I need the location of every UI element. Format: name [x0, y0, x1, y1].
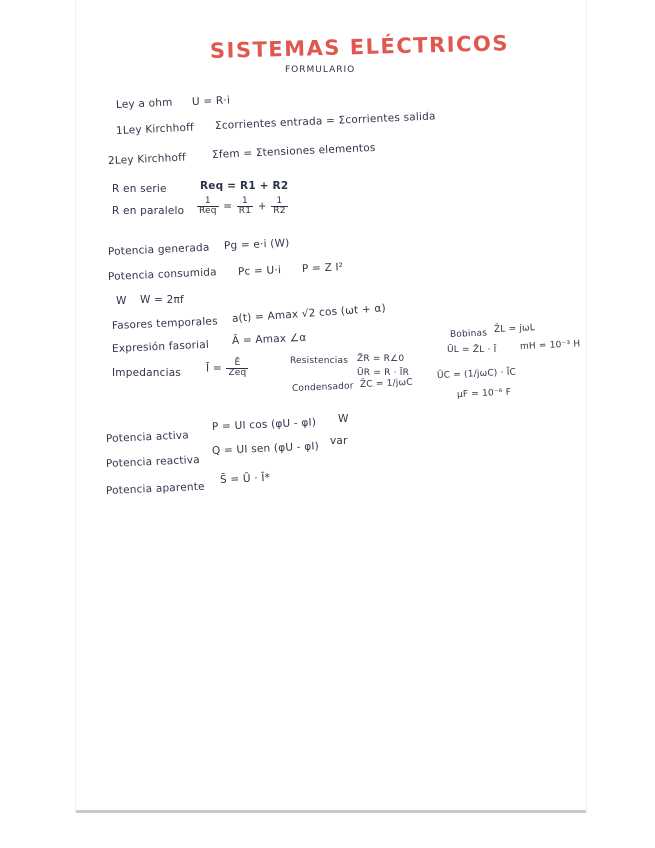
page-subtitle: FORMULARIO: [285, 65, 356, 75]
ohm-formula: U = R·i: [191, 94, 231, 108]
preactiva-formula: Q = UI sen (φU - φI): [211, 440, 320, 457]
pcons-formula2: P = Z I²: [301, 261, 344, 275]
ohm-label: Ley a ohm: [115, 96, 173, 111]
bobinas-label: Bobinas: [449, 328, 488, 340]
condensador-label: Condensador: [291, 381, 354, 394]
fasores-label: Fasores temporales: [111, 315, 219, 332]
resistencias-formula2: ŪR = R · ĪR: [357, 368, 410, 378]
pcons-formula: Pc = U·i: [237, 264, 282, 278]
impedancias-formula: Ī = $\frac{Ē}{\text{Zeq}}$: [206, 358, 247, 378]
condensador-formula1: Z̄C = 1/jωC: [359, 377, 413, 390]
pgen-label: Potencia generada: [107, 241, 210, 258]
condensador-formula2: ŪC = (1/jωC) · ĪC: [436, 367, 517, 381]
paralelo-term1-fraction: $\frac{1}{R1}$: [238, 196, 252, 216]
pcons-label: Potencia consumida: [107, 266, 218, 283]
paralelo-label: R en paralelo: [112, 205, 185, 217]
bobinas-formula2: ŪL = Z̄L · Ī: [447, 345, 497, 355]
kirchhoff2-label: 2Ley Kirchhoff: [107, 151, 187, 167]
fasores-formula: a(t) = Amax √2 cos (ωt + α): [231, 302, 387, 325]
serie-formula: Req = R1 + R2: [200, 180, 289, 192]
serie-label: R en serie: [112, 183, 167, 195]
bobinas-formula1: Z̄L = jωL: [493, 323, 536, 335]
preactiva-unit: var: [330, 435, 348, 447]
paparente-label: Potencia aparente: [105, 480, 205, 497]
fasorial-formula: Ā = Amax ∠α: [231, 331, 307, 347]
condensador-formula3: μF = 10⁻⁶ F: [456, 387, 512, 400]
preactiva-label: Potencia reactiva: [105, 453, 201, 470]
paralelo-term2-fraction: $\frac{1}{R2}$: [273, 196, 286, 216]
bobinas-formula3: mH = 10⁻³ H: [519, 339, 581, 352]
kirchhoff1-label: 1Ley Kirchhoff: [115, 121, 195, 137]
paralelo-lhs-fraction: $\frac{1}{\text{Req}}$: [199, 196, 217, 216]
w-label: W: [116, 295, 127, 307]
kirchhoff1-formula: Σcorrientes entrada = Σcorrientes salida: [214, 110, 436, 132]
impedancias-fraction: $\frac{Ē}{\text{Zeq}}$: [228, 358, 247, 378]
pgen-formula: Pg = e·i (W): [223, 237, 290, 252]
impedancias-label: Impedancias: [112, 367, 181, 379]
resistencias-label: Resistencias: [290, 356, 349, 366]
paparente-formula: S̄ = Ū · Ī*: [219, 471, 271, 486]
pactiva-label: Potencia activa: [105, 429, 190, 445]
w-formula: W = 2πf: [140, 294, 184, 306]
fasorial-label: Expresión fasorial: [111, 338, 210, 355]
pactiva-formula: P = UI cos (φU - φI): [211, 416, 317, 433]
paralelo-formula: $\frac{1}{\text{Req}}$ = $\frac{1}{R1}$ + $\frac{1}{R2}$: [199, 196, 286, 216]
kirchhoff2-formula: Σfem = Σtensiones elementos: [211, 141, 376, 161]
pactiva-unit: W: [338, 413, 349, 425]
resistencias-formula1: Z̄R = R∠0: [357, 354, 405, 364]
sheet-bottom-edge: [76, 810, 586, 813]
page-title: SISTEMAS ELÉCTRICOS: [209, 31, 510, 63]
